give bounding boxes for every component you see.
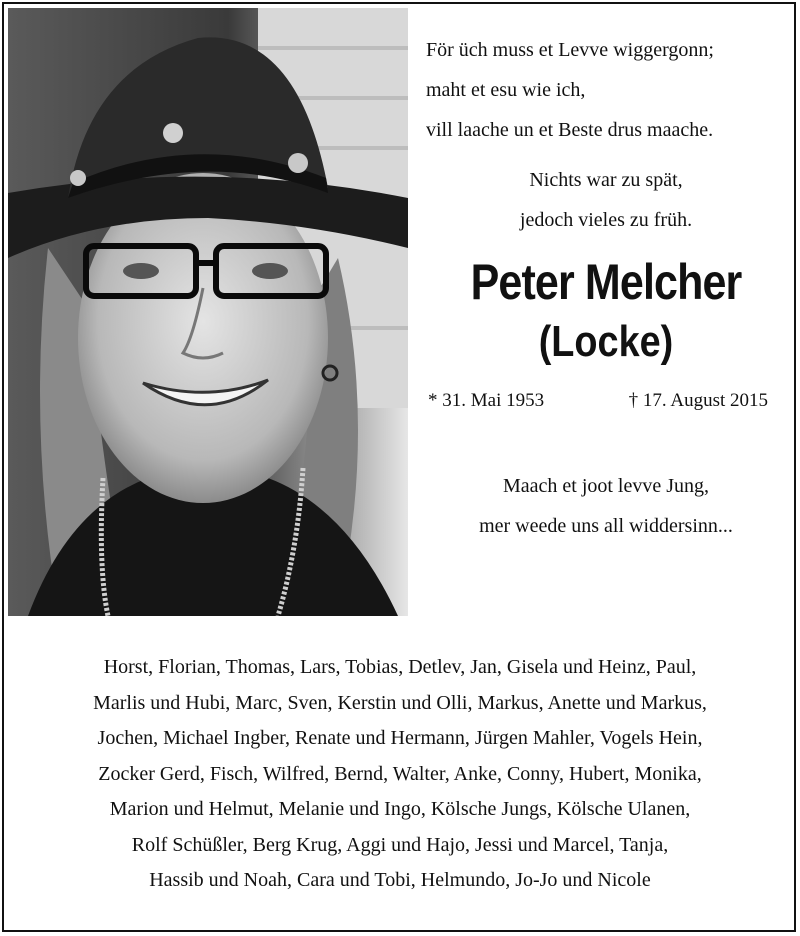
birth-date: * 31. Mai 1953 [428, 390, 545, 411]
verse-line: jedoch vieles zu früh. [519, 209, 693, 231]
verse-line: maht et esu wie ich, [426, 79, 586, 101]
second-verse [420, 160, 792, 240]
mourners-line: Zocker Gerd, Fisch, Wilfred, Bernd, Walter, Anke, Conny, Hubert, Monika, [98, 762, 702, 785]
mourners-list [20, 650, 780, 899]
motto [420, 466, 792, 546]
verse-line: För üch muss et Levve wiggergonn; [426, 39, 714, 61]
mourners-line: Rolf Schüßler, Berg Krug, Aggi und Hajo, Jessi und Marcel, Tanja, [131, 833, 669, 856]
verse-line: vill laache un et Beste drus maache. [426, 119, 714, 141]
life-dates [420, 390, 792, 412]
mourners-line: Jochen, Michael Ingber, Renate und Hermann, Jürgen Mahler, Vogels Hein, [97, 727, 703, 749]
deceased-nickname: (Locke) [538, 317, 674, 366]
mourners-line: Marion und Helmut, Melanie und Ingo, Kölsche Jungs, Kölsche Ulanen, [109, 798, 691, 820]
text-column [420, 30, 792, 546]
portrait-photo [8, 8, 408, 616]
verse-line: Nichts war zu spät, [529, 169, 683, 191]
deceased-name: Peter Melcher [470, 254, 742, 310]
motto-line: Maach et joot levve Jung, [502, 475, 710, 497]
mourners-line: Hassib und Noah, Cara und Tobi, Helmundo, Jo-Jo und Nicole [149, 869, 651, 891]
motto-line: mer weede uns all widdersinn... [479, 515, 733, 537]
mourners-line: Marlis und Hubi, Marc, Sven, Kerstin und Olli, Markus, Anette und Markus, [93, 691, 707, 714]
death-date: † 17. August 2015 [628, 390, 768, 411]
mourners-line: Horst, Florian, Thomas, Lars, Tobias, Detlev, Jan, Gisela und Heinz, Paul, [103, 656, 697, 678]
opening-verse [420, 30, 792, 150]
